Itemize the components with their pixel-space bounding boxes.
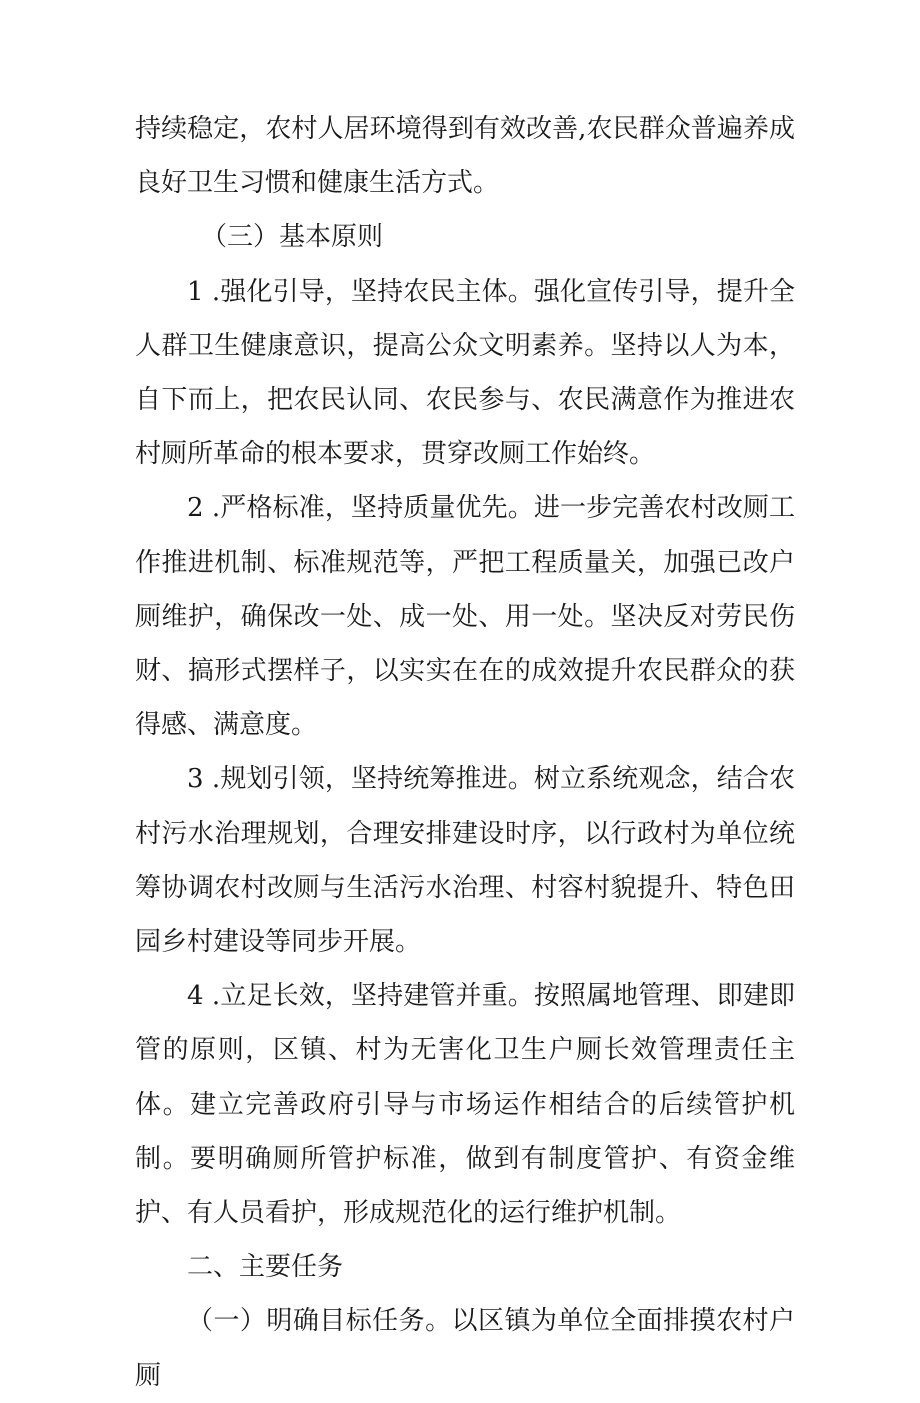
document-body <box>135 102 795 1403</box>
principle-2-paragraph: 2 .严格标准，坚持质量优先。进一步完善农村改厕工作推进机制、标准规范等，严把工程质量关，加强已改户厕维护，确保改一处、成一处、用一处。坚决反对劳民伤财、搞形式摆样子，以实实在在的成效提升农民群众的获得感、满意度。 <box>135 493 795 741</box>
principle-1-paragraph: 1 .强化引导，坚持农民主体。强化宣传引导，提升全人群卫生健康意识，提高公众文明素养。坚持以人为本，自下而上，把农民认同、农民参与、农民满意作为推进农村厕所革命的根本要求，贯穿改厕工作始终。 <box>135 276 795 470</box>
task-1-paragraph: （一）明确目标任务。以区镇为单位全面排摸农村户厕 <box>135 1306 795 1391</box>
principle-4-paragraph: 4 .立足长效，坚持建管并重。按照属地管理、即建即管的原则，区镇、村为无害化卫生户厕长效管理责任主体。建立完善政府引导与市场运作相结合的后续管护机制。要明确厕所管护标准，做到有制度管护、有资金维护、有人员看护，形成规范化的运行维护机制。 <box>135 981 795 1229</box>
paragraph-continuation: 持续稳定，农村人居环境得到有效改善,农民群众普遍养成良好卫生习惯和健康生活方式。 <box>135 114 795 199</box>
section-heading-basic-principles: （三）基本原则 <box>201 222 384 253</box>
section-heading-main-tasks: 二、主要任务 <box>187 1252 344 1283</box>
principle-3-paragraph: 3 .规划引领，坚持统筹推进。树立系统观念，结合农村污水治理规划，合理安排建设时序，以行政村为单位统筹协调农村改厕与生活污水治理、村容村貌提升、特色田园乡村建设等同步开展。 <box>135 764 795 958</box>
